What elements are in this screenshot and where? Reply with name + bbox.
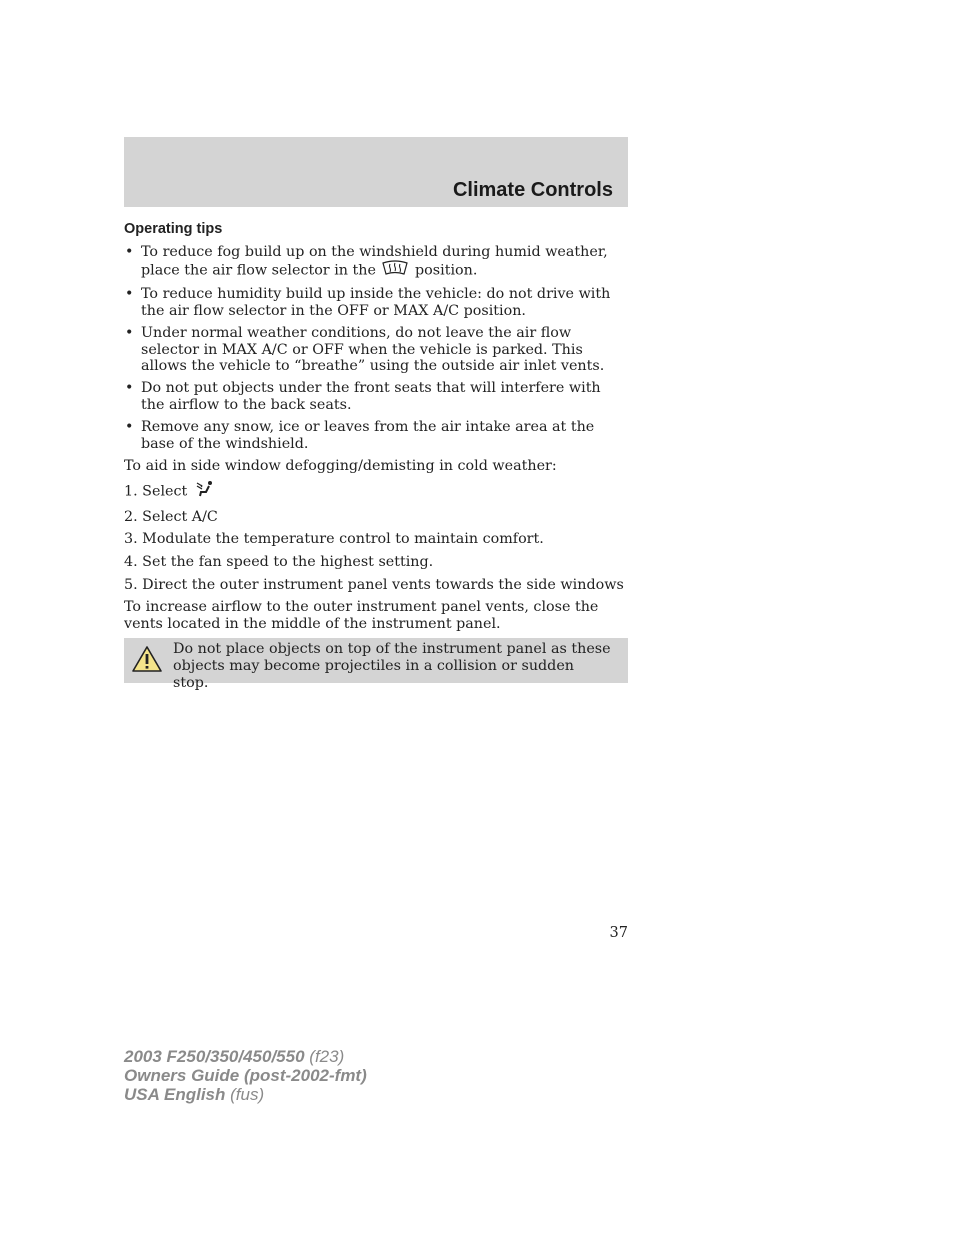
document-footer <box>124 1047 367 1104</box>
closing-paragraph: To increase airflow to the outer instrument panel vents, close the vents located in the middle of the instrument panel. <box>124 599 599 632</box>
bullet-icon: • <box>125 324 134 341</box>
list-item <box>124 380 628 413</box>
footer-line-1: 2003 F250/350/450/550 (f23) <box>124 1047 345 1066</box>
bullet-icon: • <box>125 243 134 260</box>
section-title: Climate Controls <box>452 179 613 201</box>
defog-intro: To aid in side window defogging/demisting in cold weather: <box>124 457 557 474</box>
bullet-icon: • <box>125 286 134 303</box>
list-item <box>124 419 628 452</box>
list-item-text-continued: position. <box>415 262 478 279</box>
list-item <box>124 286 628 319</box>
list-item-text: To reduce humidity build up inside the vehicle: do not drive with the air flow selector in the OFF or MAX A/C position. <box>141 286 611 319</box>
list-item-text: To reduce fog build up on the windshield during humid weather, place the air flow selector in the <box>141 243 608 279</box>
bullet-icon: • <box>125 418 134 435</box>
main-content <box>124 220 628 638</box>
step-item: 4. Set the fan speed to the highest setting. <box>124 554 434 570</box>
bullet-icon: • <box>125 380 134 397</box>
step-text: 1. Select <box>124 483 188 500</box>
step-item: 3. Modulate the temperature control to maintain comfort. <box>124 531 544 548</box>
step-item: 2. Select A/C <box>124 508 218 525</box>
list-item-text: Do not put objects under the front seats that will interfere with the airflow to the back seats. <box>141 380 601 413</box>
list-item <box>124 325 628 375</box>
step-item <box>124 480 628 503</box>
list-item <box>124 244 628 281</box>
tips-list <box>124 244 628 453</box>
list-item-text: Under normal weather conditions, do not leave the air flow selector in MAX A/C or OFF when the vehicle is parked. This allows the vehicle to “breathe” using the outside air inlet vents. <box>141 324 605 375</box>
step-item: 5. Direct the outer instrument panel vents towards the side windows <box>124 576 624 593</box>
warning-triangle-icon <box>131 645 163 678</box>
floor-defrost-mode-icon <box>192 480 216 503</box>
page-number: 37 <box>609 925 628 941</box>
section-header-band <box>124 137 628 207</box>
footer-line-2: Owners Guide (post-2002-fmt) <box>124 1066 367 1085</box>
warning-box <box>124 638 628 691</box>
subheading: Operating tips <box>124 221 223 237</box>
defrost-icon <box>380 260 410 281</box>
list-item-text: Remove any snow, ice or leaves from the air intake area at the base of the windshield. <box>141 418 595 452</box>
warning-text: Do not place objects on top of the instrument panel as these objects may become projectiles in a collision or sudden stop. <box>173 641 611 691</box>
footer-line-3: USA English (fus) <box>124 1085 265 1104</box>
